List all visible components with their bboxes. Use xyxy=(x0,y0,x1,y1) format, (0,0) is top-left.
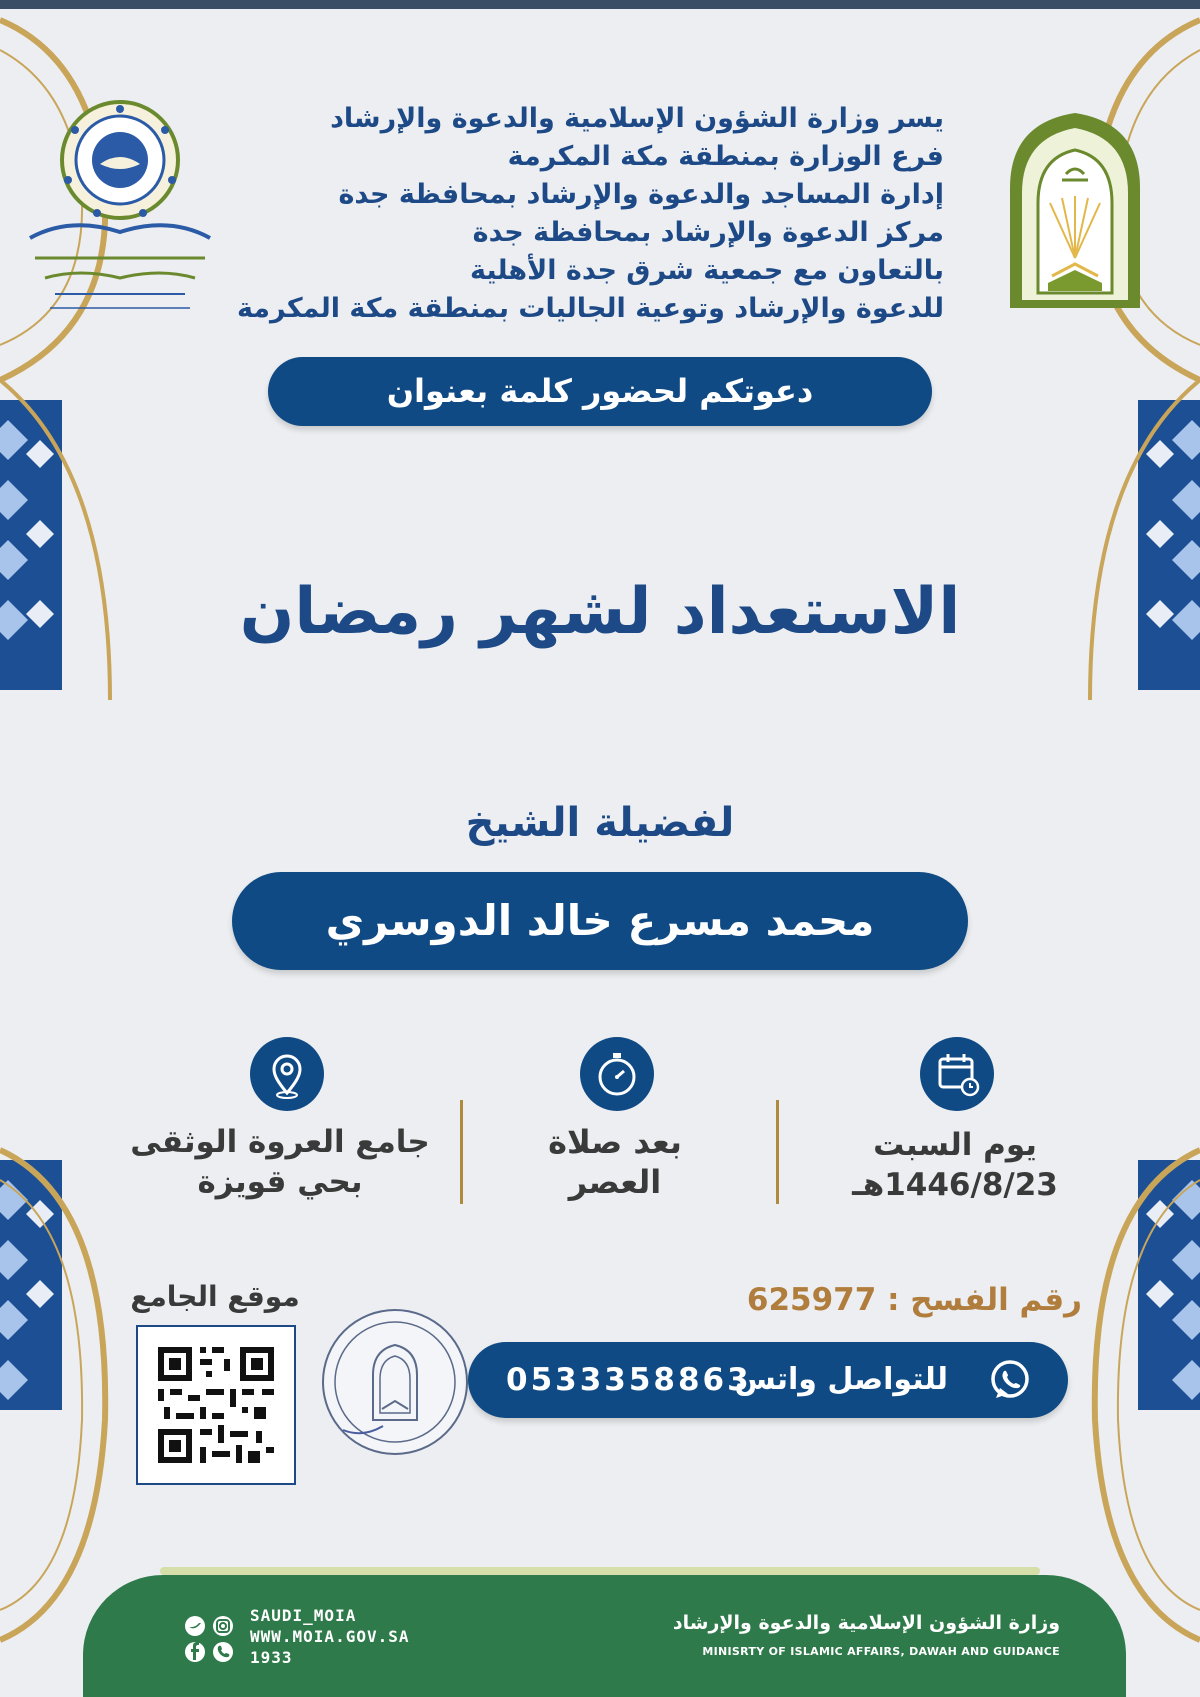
speaker-name: محمد مسرع خالد الدوسري xyxy=(232,872,968,970)
footer-contact-links xyxy=(250,1605,410,1668)
speaker-label: لفضيلة الشيخ xyxy=(465,800,735,846)
event-place xyxy=(120,1122,440,1202)
event-district: بحي قويزة xyxy=(197,1164,363,1200)
info-divider xyxy=(776,1100,779,1204)
lecture-title: الاستعداد لشهر رمضان xyxy=(239,575,961,649)
top-bar xyxy=(0,0,1200,9)
header-line: يسر وزارة الشؤون الإسلامية والدعوة والإرشاد xyxy=(330,103,944,134)
footer-ministry-ar: وزارة الشؤون الإسلامية والدعوة والإرشاد xyxy=(672,1612,1060,1634)
mosque-location-qr-code[interactable] xyxy=(136,1325,296,1485)
association-logo xyxy=(15,98,225,328)
whatsapp-contact-bar[interactable] xyxy=(468,1342,1068,1418)
official-stamp xyxy=(318,1305,473,1460)
ministry-logo xyxy=(1000,108,1150,313)
footer-ministry-en: MINISRTY OF ISLAMIC AFFAIRS, DAWAH AND GUIDANCE xyxy=(702,1645,1060,1658)
event-hijri-date: 1446/8/23هـ xyxy=(852,1167,1058,1203)
whatsapp-number[interactable]: 0533358863 xyxy=(506,1362,752,1398)
phone-icon xyxy=(213,1642,233,1662)
mosque-location-label: موقع الجامع xyxy=(130,1280,300,1313)
event-date xyxy=(840,1125,1070,1205)
footer-website[interactable]: WWW.MOIA.GOV.SA xyxy=(250,1627,410,1646)
permit-number: رقم الفسح : 625977 xyxy=(746,1282,1082,1318)
invite-banner: دعوتكم لحضور كلمة بعنوان xyxy=(268,357,932,426)
header-line: للدعوة والإرشاد وتوعية الجاليات بمنطقة مكة المكرمة xyxy=(236,293,944,324)
header-line: بالتعاون مع جمعية شرق جدة الأهلية xyxy=(470,255,944,286)
header-line: إدارة المساجد والدعوة والإرشاد بمحافظة جدة xyxy=(338,179,944,210)
stopwatch-icon xyxy=(580,1037,654,1111)
event-mosque: جامع العروة الوثقى xyxy=(130,1124,430,1160)
twitter-icon xyxy=(185,1616,205,1636)
social-icons xyxy=(183,1614,239,1664)
event-time xyxy=(490,1122,740,1202)
event-time-line: العصر xyxy=(568,1163,662,1201)
footer-accent-line xyxy=(160,1567,1040,1575)
header-block xyxy=(236,100,944,328)
location-pin-icon xyxy=(250,1037,324,1111)
calendar-icon xyxy=(920,1037,994,1111)
event-time-line: بعد صلاة xyxy=(548,1123,682,1161)
whatsapp-label: للتواصل واتس xyxy=(734,1362,948,1397)
footer xyxy=(83,1575,1126,1697)
header-line: فرع الوزارة بمنطقة مكة المكرمة xyxy=(507,141,944,172)
header-line: مركز الدعوة والإرشاد بمحافظة جدة xyxy=(472,217,944,248)
event-day: يوم السبت xyxy=(873,1127,1037,1163)
whatsapp-icon xyxy=(988,1358,1032,1402)
footer-handle[interactable]: SAUDI_MOIA xyxy=(250,1606,357,1625)
footer-phone[interactable]: 1933 xyxy=(250,1648,293,1667)
info-divider xyxy=(460,1100,463,1204)
